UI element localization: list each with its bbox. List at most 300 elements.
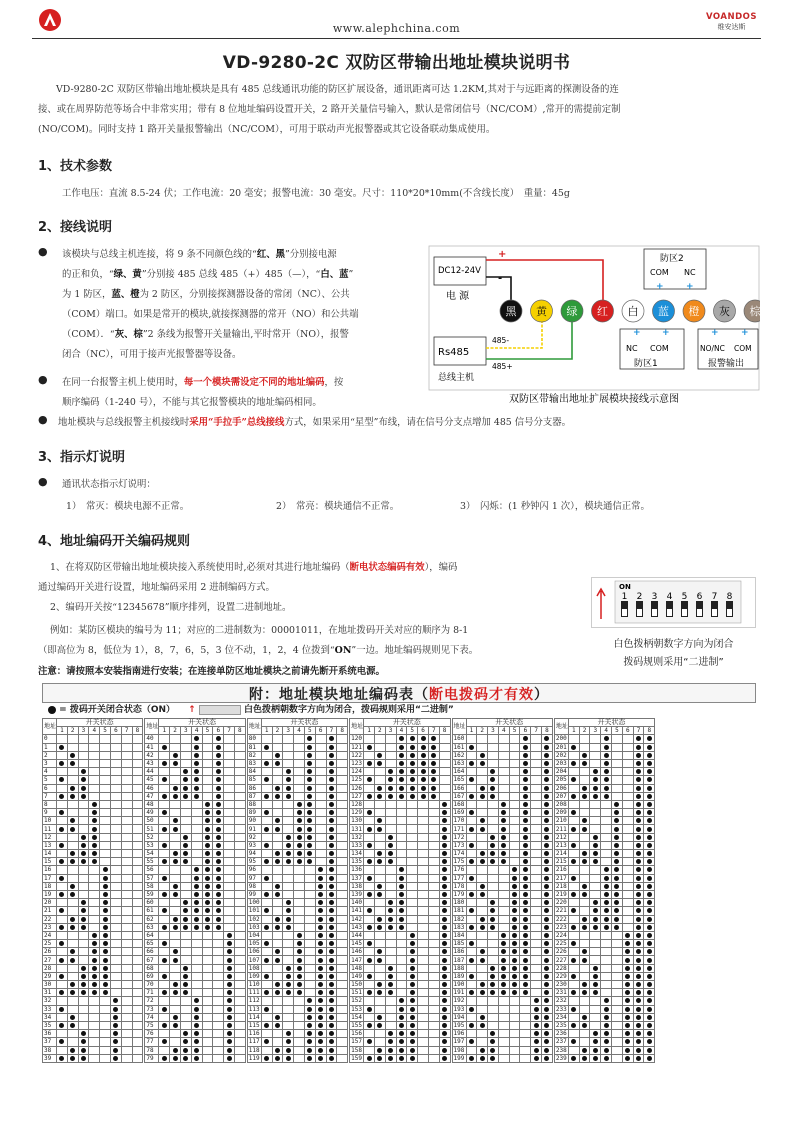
on-dot	[286, 835, 291, 840]
table-row	[145, 882, 245, 890]
bit-cell	[191, 792, 202, 800]
bit-cell	[283, 972, 294, 980]
bit-cell	[294, 858, 305, 866]
address-cell: 63	[145, 923, 159, 931]
bit-cell	[304, 776, 315, 784]
bit-cell	[304, 784, 315, 792]
bit-cell	[579, 768, 590, 776]
bit-cell	[159, 964, 170, 972]
bit-cell	[418, 751, 429, 759]
header-url: www.alephchina.com	[332, 22, 461, 35]
bit-cell	[498, 1054, 509, 1062]
on-dot	[604, 1056, 609, 1061]
bit-cell	[568, 776, 579, 784]
bit-cell	[466, 956, 477, 964]
table-row	[43, 890, 143, 898]
on-dot	[480, 892, 485, 897]
bit-cell	[234, 890, 245, 898]
bit-cell	[428, 759, 439, 767]
bit-cell	[385, 981, 396, 989]
bit-cell	[159, 743, 170, 751]
bit-cell	[601, 1021, 612, 1029]
address-cell: 73	[145, 1005, 159, 1013]
bit-cell	[644, 841, 655, 849]
bit-cell	[337, 931, 348, 939]
bit-cell	[542, 759, 553, 767]
bit-cell	[213, 874, 224, 882]
bit-header: 6	[520, 727, 531, 735]
bit-cell	[579, 735, 590, 743]
bit-cell	[439, 735, 450, 743]
bit-cell	[466, 735, 477, 743]
on-dot	[162, 827, 167, 832]
bit-cell	[100, 792, 111, 800]
bit-cell	[283, 964, 294, 972]
bit-cell	[132, 1054, 143, 1062]
on-dot	[307, 835, 312, 840]
safety-note: 注意：请按照本安装指南进行安装；在连接单防区地址模块之前请先断开系统电源。	[38, 666, 385, 677]
bit-cell	[234, 833, 245, 841]
on-dot	[480, 990, 485, 995]
bit-cell	[622, 948, 633, 956]
bit-cell	[180, 1030, 191, 1038]
address-cell: 109	[248, 972, 260, 980]
bit-cell	[272, 833, 283, 841]
address-cell: 227	[555, 956, 567, 964]
bit-cell	[396, 948, 407, 956]
bit-cell	[121, 882, 132, 890]
bit-cell	[498, 1021, 509, 1029]
bit-cell	[121, 841, 132, 849]
bit-cell	[568, 940, 579, 948]
bit-cell	[579, 964, 590, 972]
bit-cell	[261, 981, 272, 989]
dc-label: DC12-24V	[438, 266, 481, 276]
bit-cell	[234, 931, 245, 939]
bit-cell	[224, 759, 235, 767]
bit-cell	[57, 907, 68, 915]
bit-cell	[568, 825, 579, 833]
on-dot	[544, 1023, 549, 1028]
on-dot	[442, 958, 447, 963]
bit-cell	[633, 948, 644, 956]
bit-cell	[261, 923, 272, 931]
on-dot	[442, 982, 447, 987]
bit-cell	[364, 915, 375, 923]
bit-cell	[67, 899, 78, 907]
bit-cell	[202, 1021, 213, 1029]
bit-cell	[234, 948, 245, 956]
on-dot	[410, 1031, 415, 1036]
bit-cell	[439, 997, 450, 1005]
bit-cell	[234, 768, 245, 776]
on-dot	[544, 884, 549, 889]
bit-cell	[385, 890, 396, 898]
table-row	[452, 809, 552, 817]
bit-cell	[78, 882, 89, 890]
on-dot	[480, 859, 485, 864]
table-row	[145, 825, 245, 833]
table-row	[43, 981, 143, 989]
bit-cell	[89, 809, 100, 817]
on-dot	[59, 876, 64, 881]
bit-cell	[261, 792, 272, 800]
address-cell: 179	[453, 891, 465, 899]
bit-cell	[78, 1054, 89, 1062]
on-dot	[216, 867, 221, 872]
bit-cell	[89, 1054, 100, 1062]
bit-cell	[568, 923, 579, 931]
bit-cell	[110, 817, 121, 825]
bit-cell	[132, 776, 143, 784]
on-dot	[275, 827, 280, 832]
table-row	[350, 776, 450, 784]
on-dot	[501, 933, 506, 938]
table-row	[350, 915, 450, 923]
bit-cell	[428, 997, 439, 1005]
bit-header: 2	[579, 727, 590, 735]
bit-cell	[67, 1038, 78, 1046]
bit-cell	[633, 776, 644, 784]
on-dot	[512, 958, 517, 963]
table-row	[247, 866, 347, 874]
address-cell: 139	[351, 891, 362, 899]
bit-cell	[385, 751, 396, 759]
bit-cell	[67, 850, 78, 858]
bit-cell	[488, 735, 499, 743]
on-dot	[162, 1056, 167, 1061]
bit-cell	[579, 809, 590, 817]
on-dot	[162, 810, 167, 815]
table-row	[350, 841, 450, 849]
bit-cell	[466, 997, 477, 1005]
table-row	[350, 882, 450, 890]
table-row	[247, 817, 347, 825]
table-row	[554, 858, 654, 866]
on-dot	[81, 843, 86, 848]
bit-cell	[202, 1046, 213, 1054]
on-dot	[571, 761, 576, 766]
bit-cell	[304, 841, 315, 849]
bit-cell	[579, 899, 590, 907]
on-dot	[593, 974, 598, 979]
power-label: 电 源	[446, 291, 470, 302]
bit-cell	[477, 915, 488, 923]
bit-cell	[633, 743, 644, 751]
bit-cell	[439, 833, 450, 841]
address-cell: 65	[145, 940, 159, 948]
bit-cell	[364, 948, 375, 956]
table-row	[145, 915, 245, 923]
bit-cell	[612, 850, 623, 858]
on-dot	[329, 966, 334, 971]
bit-cell	[202, 735, 213, 743]
bit-cell	[304, 866, 315, 874]
bit-cell	[579, 1038, 590, 1046]
on-dot	[377, 949, 382, 954]
bit-cell	[294, 989, 305, 997]
bit-cell	[261, 931, 272, 939]
on-dot	[92, 818, 97, 823]
bit-cell	[418, 825, 429, 833]
on-dot	[81, 900, 86, 905]
bit-cell	[466, 841, 477, 849]
bit-cell	[542, 841, 553, 849]
bit-cell	[520, 809, 531, 817]
address-table	[42, 718, 756, 1063]
bit-cell	[488, 776, 499, 784]
on-dot	[70, 786, 75, 791]
on-dot	[636, 1015, 641, 1020]
on-dot	[512, 884, 517, 889]
bit-cell	[579, 915, 590, 923]
bit-cell	[396, 751, 407, 759]
on-dot	[70, 1015, 75, 1020]
table-row	[145, 735, 245, 743]
table-row	[247, 940, 347, 948]
bit-cell	[612, 1046, 623, 1054]
on-dot	[582, 892, 587, 897]
table-row	[350, 890, 450, 898]
bit-cell	[531, 776, 542, 784]
bit-cell	[364, 882, 375, 890]
bit-cell	[385, 1046, 396, 1054]
bit-cell	[407, 759, 418, 767]
bit-cell	[159, 792, 170, 800]
bit-cell	[191, 882, 202, 890]
bit-cell	[315, 800, 326, 808]
table-row	[43, 1054, 143, 1062]
on-dot	[377, 851, 382, 856]
bit-cell	[520, 874, 531, 882]
on-dot	[647, 753, 652, 758]
bit-cell	[261, 997, 272, 1005]
bit-cell	[498, 964, 509, 972]
bit-cell	[590, 759, 601, 767]
on-dot	[329, 892, 334, 897]
bit-cell	[622, 882, 633, 890]
address-cell: 57	[145, 874, 159, 882]
bit-cell	[294, 735, 305, 743]
on-dot	[582, 982, 587, 987]
bit-cell	[78, 825, 89, 833]
on-dot	[367, 843, 372, 848]
bit-cell	[170, 1054, 181, 1062]
bit-cell	[326, 1038, 337, 1046]
bit-cell	[261, 735, 272, 743]
on-dot	[490, 982, 495, 987]
bit-cell	[601, 1030, 612, 1038]
on-dot	[582, 786, 587, 791]
on-dot	[544, 933, 549, 938]
on-dot	[636, 1023, 641, 1028]
bit-cell	[488, 768, 499, 776]
address-cell: 20	[43, 899, 57, 907]
bit-cell	[542, 940, 553, 948]
on-dot	[469, 1023, 474, 1028]
bit-cell	[191, 964, 202, 972]
on-dot	[571, 974, 576, 979]
on-dot	[480, 753, 485, 758]
bit-cell	[579, 800, 590, 808]
bit-cell	[67, 1046, 78, 1054]
bit-cell	[428, 792, 439, 800]
on-dot	[647, 908, 652, 913]
bit-cell	[100, 964, 111, 972]
bit-cell	[304, 907, 315, 915]
bit-cell	[374, 841, 385, 849]
table-row	[452, 784, 552, 792]
bit-cell	[579, 890, 590, 898]
bit-cell	[428, 940, 439, 948]
bit-cell	[488, 940, 499, 948]
bit-cell	[180, 899, 191, 907]
address-cell: 207	[555, 792, 567, 800]
on-dot	[307, 998, 312, 1003]
bit-cell	[326, 759, 337, 767]
table-row	[554, 907, 654, 915]
address-cell: 147	[351, 956, 362, 964]
bit-cell	[531, 956, 542, 964]
table-row	[247, 1046, 347, 1054]
bit-cell	[601, 1005, 612, 1013]
dip-on-label: ON	[619, 583, 631, 591]
address-cell: 0	[43, 735, 57, 743]
bit-cell	[364, 923, 375, 931]
bit-cell	[57, 735, 68, 743]
bit-cell	[191, 825, 202, 833]
bit-cell	[78, 989, 89, 997]
bit-cell	[590, 874, 601, 882]
address-cell: 132	[351, 833, 362, 841]
on-dot	[329, 802, 334, 807]
bit-cell	[132, 1046, 143, 1054]
table-row	[43, 735, 143, 743]
bit-cell	[644, 792, 655, 800]
on-dot	[59, 925, 64, 930]
brand-name-en: VOANDOS	[705, 12, 757, 22]
on-dot	[410, 786, 415, 791]
bit-cell	[110, 923, 121, 931]
bit-cell	[439, 1005, 450, 1013]
on-dot	[647, 786, 652, 791]
table-row	[145, 1038, 245, 1046]
on-dot	[318, 949, 323, 954]
bit-cell	[542, 997, 553, 1005]
bit-cell	[579, 1005, 590, 1013]
bit-cell	[644, 923, 655, 931]
address-cell: 199	[453, 1054, 465, 1062]
on-dot	[442, 859, 447, 864]
on-dot	[501, 941, 506, 946]
bit-cell	[633, 809, 644, 817]
bit-cell	[520, 899, 531, 907]
on-dot	[307, 859, 312, 864]
on-dot	[442, 966, 447, 971]
address-cell: 223	[555, 923, 567, 931]
bit-cell	[466, 1054, 477, 1062]
address-cell: 184	[453, 931, 465, 939]
bit-cell	[121, 1005, 132, 1013]
on-dot	[286, 925, 291, 930]
bit-cell	[326, 743, 337, 751]
bit-cell	[132, 817, 143, 825]
bit-cell	[364, 907, 375, 915]
on-dot	[431, 736, 436, 741]
on-dot	[523, 892, 528, 897]
bit-cell	[234, 1038, 245, 1046]
bit-cell	[89, 1046, 100, 1054]
on-dot	[399, 1039, 404, 1044]
bit-cell	[57, 1046, 68, 1054]
on-dot	[162, 908, 167, 913]
bit-cell	[326, 964, 337, 972]
address-cell: 222	[555, 915, 567, 923]
bit-cell	[159, 825, 170, 833]
address-cell: 172	[453, 833, 465, 841]
address-cell: 6	[43, 784, 57, 792]
bit-cell	[67, 858, 78, 866]
table-row	[145, 792, 245, 800]
bit-cell	[191, 809, 202, 817]
bit-cell	[568, 890, 579, 898]
bit-cell	[202, 899, 213, 907]
bit-cell	[364, 940, 375, 948]
on-dot	[307, 827, 312, 832]
table-row	[350, 948, 450, 956]
bit-cell	[337, 940, 348, 948]
address-cell: 130	[351, 817, 362, 825]
bit-cell	[520, 1005, 531, 1013]
bit-cell	[590, 923, 601, 931]
on-dot	[636, 1039, 641, 1044]
on-dot	[636, 908, 641, 913]
bit-cell	[439, 907, 450, 915]
table-row	[452, 964, 552, 972]
address-cell: 119	[248, 1054, 260, 1062]
on-dot	[636, 933, 641, 938]
table-row	[145, 751, 245, 759]
bit-cell	[57, 1021, 68, 1029]
on-dot	[70, 818, 75, 823]
on-dot	[501, 843, 506, 848]
bit-cell	[283, 841, 294, 849]
on-dot	[318, 884, 323, 889]
address-cell: 12	[43, 833, 57, 841]
bit-cell	[57, 817, 68, 825]
bit-cell	[488, 882, 499, 890]
bit-cell	[498, 768, 509, 776]
bit-cell	[272, 751, 283, 759]
address-cell: 198	[453, 1046, 465, 1054]
bit-cell	[234, 1030, 245, 1038]
bit-header: 2	[272, 727, 283, 735]
on-dot	[534, 1031, 539, 1036]
table-row	[145, 817, 245, 825]
bit-cell	[407, 940, 418, 948]
on-dot	[59, 1007, 64, 1012]
bit-cell	[234, 800, 245, 808]
on-dot	[329, 990, 334, 995]
bit-cell	[57, 874, 68, 882]
bit-cell	[100, 940, 111, 948]
on-dot	[534, 998, 539, 1003]
on-dot	[442, 835, 447, 840]
bit-cell	[132, 948, 143, 956]
address-cell: 70	[145, 981, 159, 989]
bit-cell	[633, 923, 644, 931]
bit-cell	[110, 866, 121, 874]
